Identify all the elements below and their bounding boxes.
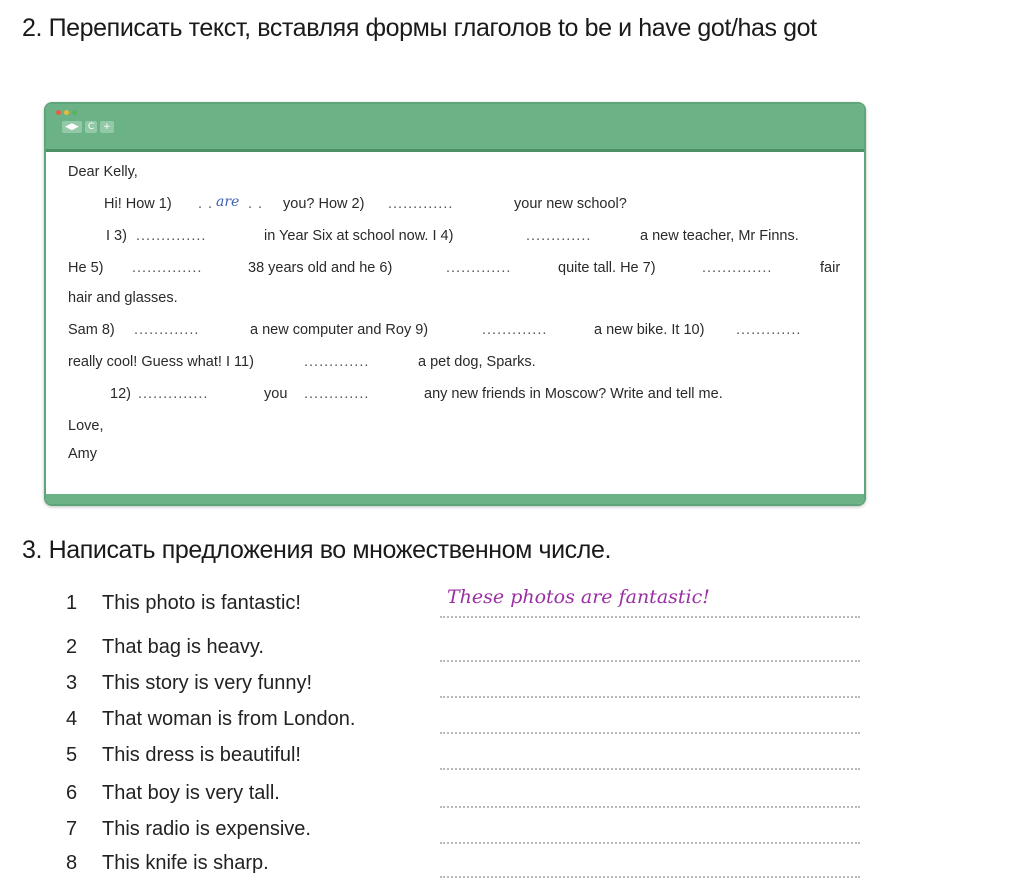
letter-text: really cool! Guess what! I 11) xyxy=(68,354,254,370)
exercise-item xyxy=(0,782,1016,816)
maximize-dot-icon xyxy=(72,110,77,115)
minimize-dot-icon xyxy=(64,110,69,115)
exercise-item xyxy=(0,636,1016,670)
item-sentence: That bag is heavy. xyxy=(102,636,264,658)
letter-signature: Amy xyxy=(68,446,97,462)
blank-12: .............. xyxy=(138,386,209,402)
blank-12b: ............. xyxy=(304,386,370,402)
answer-field[interactable] xyxy=(440,672,860,698)
browser-nav xyxy=(62,121,114,133)
refresh-icon: C xyxy=(85,121,97,133)
letter-text: a new computer and Roy 9) xyxy=(250,322,429,338)
window-dots xyxy=(56,110,77,115)
blank-5: .............. xyxy=(132,260,203,276)
blank-10: ............. xyxy=(736,322,802,338)
letter-text: you xyxy=(264,386,288,402)
answer-field[interactable] xyxy=(440,782,860,808)
letter-text: fair xyxy=(820,260,841,276)
item-sentence: This knife is sharp. xyxy=(102,852,269,874)
blank-9: ............. xyxy=(482,322,548,338)
exercise-item xyxy=(0,708,1016,742)
exercise-item xyxy=(0,744,1016,778)
blank-4: ............. xyxy=(526,228,592,244)
blank-7: .............. xyxy=(702,260,773,276)
letter-text: a new bike. It 10) xyxy=(594,322,705,338)
item-number: 2 xyxy=(66,636,78,658)
letter-text: you? How 2) xyxy=(283,196,365,212)
answer-field[interactable] xyxy=(440,636,860,662)
blank-2: ............. xyxy=(388,196,454,212)
answer-field[interactable] xyxy=(440,708,860,734)
item-sentence: This story is very funny! xyxy=(102,672,313,694)
task-2-title: 2. Переписать текст, вставляя формы глаголов to be и have got/has got xyxy=(22,14,817,42)
exercise-item xyxy=(0,672,1016,706)
blank-6: ............. xyxy=(446,260,512,276)
answer-field[interactable] xyxy=(440,852,860,878)
letter-greeting: Dear Kelly, xyxy=(68,164,138,180)
window-footer xyxy=(46,494,864,504)
letter-text: quite tall. He 7) xyxy=(558,260,656,276)
item-sentence: That woman is from London. xyxy=(102,708,356,730)
item-number: 1 xyxy=(66,592,78,614)
item-sentence: This photo is fantastic! xyxy=(102,592,301,614)
letter-text: 12) xyxy=(110,386,131,402)
letter-signoff: Love, xyxy=(68,418,104,434)
letter-text: Hi! How 1) xyxy=(104,196,172,212)
item-number: 5 xyxy=(66,744,78,766)
exercise-item xyxy=(0,852,1016,886)
letter-text: in Year Six at school now. I 4) xyxy=(264,228,454,244)
back-forward-icon: ◀▶ xyxy=(62,121,82,133)
exercise-item xyxy=(0,586,1016,626)
blank-1: . . xyxy=(198,196,214,212)
plus-icon: + xyxy=(100,121,114,133)
item-number: 6 xyxy=(66,782,78,804)
item-number: 8 xyxy=(66,852,78,874)
blank-11: ............. xyxy=(304,354,370,370)
blank-1-end: . . xyxy=(248,196,264,212)
blank-8: ............. xyxy=(134,322,200,338)
blank-3: .............. xyxy=(136,228,207,244)
item-number: 4 xyxy=(66,708,78,730)
answer-field[interactable] xyxy=(440,744,860,770)
task-3-title: 3. Написать предложения во множественном числе. xyxy=(22,536,612,564)
item-sentence: This radio is expensive. xyxy=(102,818,311,840)
item-sentence: That boy is very tall. xyxy=(102,782,280,804)
exercise-item xyxy=(0,818,1016,852)
item-number: 7 xyxy=(66,818,78,840)
window-header xyxy=(46,104,864,152)
letter-text: any new friends in Moscow? Write and tell me. xyxy=(424,386,723,402)
answer-field[interactable] xyxy=(440,818,860,844)
letter-window xyxy=(44,102,866,506)
close-dot-icon xyxy=(56,110,61,115)
letter-text: He 5) xyxy=(68,260,104,276)
letter-text: a new teacher, Mr Finns. xyxy=(640,228,799,244)
handwritten-answer-1: are xyxy=(216,194,240,210)
letter-text: hair and glasses. xyxy=(68,290,178,306)
letter-text: 38 years old and he 6) xyxy=(248,260,393,276)
letter-text: I 3) xyxy=(106,228,127,244)
letter-text: Sam 8) xyxy=(68,322,115,338)
item-number: 3 xyxy=(66,672,78,694)
letter-text: a pet dog, Sparks. xyxy=(418,354,536,370)
item-sentence: This dress is beautiful! xyxy=(102,744,301,766)
letter-text: your new school? xyxy=(514,196,627,212)
handwritten-answer: These photos are fantastic! xyxy=(447,586,710,608)
